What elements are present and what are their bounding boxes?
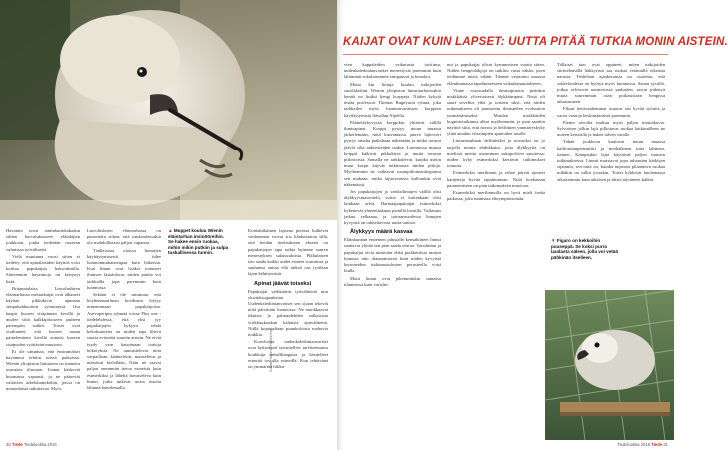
paragraph: Viime vuosisadalla ihmisapinoita pidettiin nisäkkäistä ylivertaisesti älykkäimpinä. Nistä oli suuri sovellus yhtä ja toiseen siksi, että niiden tutkimukseen oli panostettu ihmisnelen evoluution ymmärtämiseksi. Muiden nisäkkäiden kognitiotutkimus alkoi myöhemmin, ja pian saattiin näyttöä siitä, että norsut ja delfiinien ymmärryskyky yltää ainakin viisaimpien apinoiden tasolle.	[447, 87, 545, 137]
issue: Tiedeluokka 2016	[617, 442, 651, 447]
headline-rule	[343, 54, 668, 55]
paragraph: Esimerkiksi merilinnuilla on hyvä mieli tietää paikassa, joka tunnistaa elinympäristöään.	[447, 190, 545, 202]
photo-illustration	[0, 0, 337, 220]
caption-text: Figaro on kekkoihin puuseppä. Se koksi purra laudasta säleen, jolla voi vetää pähkinän itselleen.	[551, 238, 618, 260]
right-column-1	[344, 62, 441, 289]
left-folio	[6, 442, 57, 447]
paragraph: Britannialaisa Lincolnshiren eläintarhassa mestarkaijat ovat alkaneet käyttää pikkukiviä apunaan simpukankuorien syömisessä. Osa kaapit kuoren sisäpinnan kivellä ja nuolee siitä kalkkipitoiseen jauheen parempiin suihin. Toiset ovat viraltaneet, että kuoren ruuan paineleminen kivellä auttaisi kuoren sisäpuolen syöttävän muutoon.	[6, 285, 80, 347]
paragraph: Havainto nosti tanimbarinkakadun siihen harvalukuiseen eläinlajien joukkoon, jonka tiedetään osaavan valmistaa työvälineitä.	[6, 228, 80, 252]
paragraph: nut ja papukaijat olivat kymmenisen vuotta sitten. Niiden hengenlahjoja on tutkittu vasta vähän, joten tiedämme niistä vähän. Tilanne vertautuu muussa eläinkunnassa tapahtuneeseen valtauksmuutokseen.	[447, 62, 545, 86]
magazine-name: Tiede	[11, 442, 23, 447]
paragraph: Linturnaailman delfiineiksi ja norsuiksi on jo tarjolla monia ehdokkaita, joita älykkyyttä on mielissä mietin useamman sukupolvien sanoiessa: niiden kyky esimerkiksi kiertävät tutkimukset totuutta.	[447, 138, 545, 169]
left-column-2	[87, 228, 161, 392]
paragraph: Fiksut tiettivanhemmat osaavat siis hyvää syöttöä ja varoa vaaroja keskimääräistä paremmin.	[557, 106, 665, 118]
paragraph: Esimerkiksi merilinnut ja rehoe pärvät ajoneet kanjetteja hyvää tapahtumaan. Niitä hoekainan paranemiseen on pian tutkimuksen muotoon.	[447, 170, 545, 188]
subhead: Älykkyys määrä kasvaa	[350, 229, 413, 236]
paragraph: vien kappaleiden vaikutusta toisiinsa, uudenkaledonianvariket menestyvät paremmin kuin lähimmät sukulaisemme simpanssit ja bonobot.	[344, 62, 441, 80]
paragraph: Lincolnshiren eläintarhassa on panostettu siihen, että vankeudessakin olo mahdollistaisi paljon vapautta.	[87, 228, 161, 246]
paragraph: Päätteläykyvyssä korppikin ylittävät välillä ihmisapinat. Korppi pystyy muun muassa järkeilemään, mitä kasvamassa jatuva lajitoveri pystyy omalta paikaltaan näkemään ja mitkä tavarat jäävät siltä näköesteiden taakse. Luonnossa mustat korppit kätkivät pikkukivia ja muita tavaran piilostoista. Samalla ne tarkkailevat, kuinka useiin muut korpit käyvät tutkimassa niiden piiloja. Myöhemmin ne vaihtavat ruoanpiilotustrategiansa sen mukaan, mitkä lajitovereista kulloinkin ovat näkemässä.	[344, 119, 441, 187]
right-column-2	[447, 62, 545, 203]
paragraph: Koeoloissa uudenkaledonianvariset ovat hoksekseit taivuttelleet tarvitsemansa koukkuja metallilangasta ja käsitelleet esineitä tovoilla esineillä. Kun tehtävänä on ymmärtää liikku-	[248, 339, 328, 370]
paragraph: Vielä muutama vuosi sitten ei tiedetty, että apinälaisiden käyttöä voisi koskaa papukaijan hoksottimilla. Siitteenniin havaintoja on kertynyt lisää.	[6, 253, 80, 284]
paragraph: Tähän joukkoon kuuluvat muun muassa kalifornianpensastiiri ja meikäläinen tutia lahtinen, tiainen. Kampaukin lajia käyttävät paljon muistin tutkimuksessa. Linnut muistavat jopa tuhansien kätköjen sijainnin, sen mitä on, kuinka nopeasti pilaantuva ruokaa mikäkin on tullut jossakin. Toiset kykkivät huolemassa aikaisemmin kuin aikaisen ja niistä täyttäneet kätköt.	[557, 139, 665, 182]
issue: Tiedeluokka 2016	[23, 442, 57, 447]
right-column-3	[557, 62, 665, 184]
caption-text: Muppet kouluu Wienin eläintarhan insinööreihin. Se hakee ensin ruokaa, mihin mikin putkiin ja sulpa tuskallisessa tunnin.	[168, 228, 229, 256]
paragraph: Pienin aivoilta maltuu myös paljon moniäkuvia. Sylvioisen jolkin lajit pillottavat ruokaa kätkimälleen ne uuteen kertarilla ja hakea talven varalle.	[557, 119, 665, 138]
paragraph: Ei ole sattumaa, että ensimmäiset havainnot tehtiin niissä paikoissa. Wienin yliopiston lintutaren on tunnettu avaruista tilastaan. Linnut käskevät huomassa vapaasti, ja ne pääsevät valtavien aikeluhattukohin, joissa on monenlaista tutkittavaa. Myös	[6, 348, 80, 392]
paragraph: Sekään ei ole sattumaa, että höyhenmaailman hoodinsta löytyy nimenomaan papukaijoista. Asevuperipin ryhmää toissa Plus one -tiedelehdessä, että yksi syy papukaijojen kykyyn tehdä kekoksaoteita on niiden tapa lihevä suuria evästeitä suurein aistein. Ne eivät tyydy vain katsomaan outtoja hökötyksiä. Ne tunnustelevat niitä varpaillaan, kääntelevät, maistelevat ja metsävat kielellään. Näin ne saavat paljon enemmän tietoa esineistä kuin esimerkiksi ja läheltä havaiseleva kuin linnut, jotka tutkivat uusia asioita lähinnä katselemalla.	[87, 292, 161, 391]
left-column-1	[6, 228, 80, 393]
photo-caption-right	[551, 238, 621, 260]
photo-caption-left	[168, 228, 230, 256]
right-folio	[617, 442, 668, 447]
page-number: 31	[663, 442, 668, 447]
parrot-board-photo	[545, 290, 674, 440]
photo-illustration	[545, 290, 674, 440]
left-page	[0, 0, 337, 450]
paragraph: Tällaiset taas ovat oppineet, miten tutkijoiden siirittelemällä häkkyristä saa ruokaa vetämällä oikeasta narusta. Tiedeloan ajankeruusta on osoitettu, että sokkeloudesta on hyötyä myös luonnossa. Samat syvällä, joiksa selvisivät narutestissä parhaiten, saivat pidettyä muita suuremman osan poikasistaan hengissä aikuisuuteen.	[557, 62, 665, 105]
paragraph: Papukaijat värkkäävät työvälineitä niin yksittäistapauksina. Uudenkaledonianvariset sen sijaan tekevät niitä päivittäin luonnossa. Ne muokkaavat tikuista ja palmunlehden sulkaisista virikkuukoukun kaltaisia apuvälineitä. Niillä kopioteltaan puunkoloista mehuvia toukkia.	[248, 288, 328, 338]
parrot-tool-photo	[0, 0, 337, 220]
page-number: 30	[6, 442, 11, 447]
paragraph: Kontaktikäinen lapsena perässä kulkevat vanhemmat voivat siis lohduttautua sillä, että heidän iteelaukseen ekseen on papukaijojen tapa tutkia lajimme suuren menestyksen salaisuuksista. Pikkulasten isto saada kaikki uudet esineet sormiinsa ja suuhunsa auttaa ellä tärkeä osa fysiikan lajon kehittymistä.	[248, 228, 328, 277]
magazine-name: Tiede	[651, 442, 663, 447]
paragraph: Eläinkunnan eniteinen jalustalle kensähtineet linnut saattavat ylittää sen pian saada seuraa. Varsilinnut ja papukaijat eivät nimittäin ehkä poikkeuksia muista linnusta niin dramaattisesti kuin niiden kyvyistä kertoneiden tutkimustulosten perusteella voisi luulla.	[344, 237, 441, 274]
left-column-3	[248, 228, 328, 371]
paragraph: Jos papukaijojen ja variksilintujen välillä olisi älykkyysmasoittelu, voitto ei kuitenkaan olisi lainkaan selvä. Harmaapapukaijat esimerkiksi kykenevät yhteenlaskuun pienillä luvuilla. Tutkimus jatkuu velkaana, ja taivaansuodessa linnujen kyvyistä on odotettavissa uusia uutisia.	[344, 189, 441, 226]
caption-pointer-icon: ▼	[551, 238, 556, 243]
paragraph: Mutta kin lintuja kuuluu tutkijoiden suosikkeihin. Wienin yliopiston linturitarhoissakin kenttä on lisäksi kengi korppeja. Niiden kykyjä testaa professori Thomas Bugnyarin ryhmä, joka tarkkailee myös luonnonvaraisten korppien käyttäytymistä Itävallan Alpeilla.	[344, 81, 441, 118]
headline: KAIJAT OVAT KUIN LAPSET: UUTTA PITÄÄ TUTKIA MONIN AISTEIN.	[343, 36, 728, 48]
paragraph: Muut linnut ovat pikemminkin samassa tilanteessa kuin varislin-	[344, 275, 441, 287]
paragraph: Täällaisissa oloissa linnuijen käyttäytymisestä tulee luonnonmukaisempaa kuin häkeissä. Kun linnut ovat lisäksi tottuneet ihmisen läsnäoloon, niiden puuha voi tarkkailla jopa paremmin kuin luonnossa.	[87, 247, 161, 290]
caption-pointer-icon: ▲	[168, 228, 173, 233]
photo-credit: Kuvat: Kimmo Holmberg	[268, 328, 273, 372]
subhead: Apinat jäävät toiseksi	[254, 280, 312, 287]
